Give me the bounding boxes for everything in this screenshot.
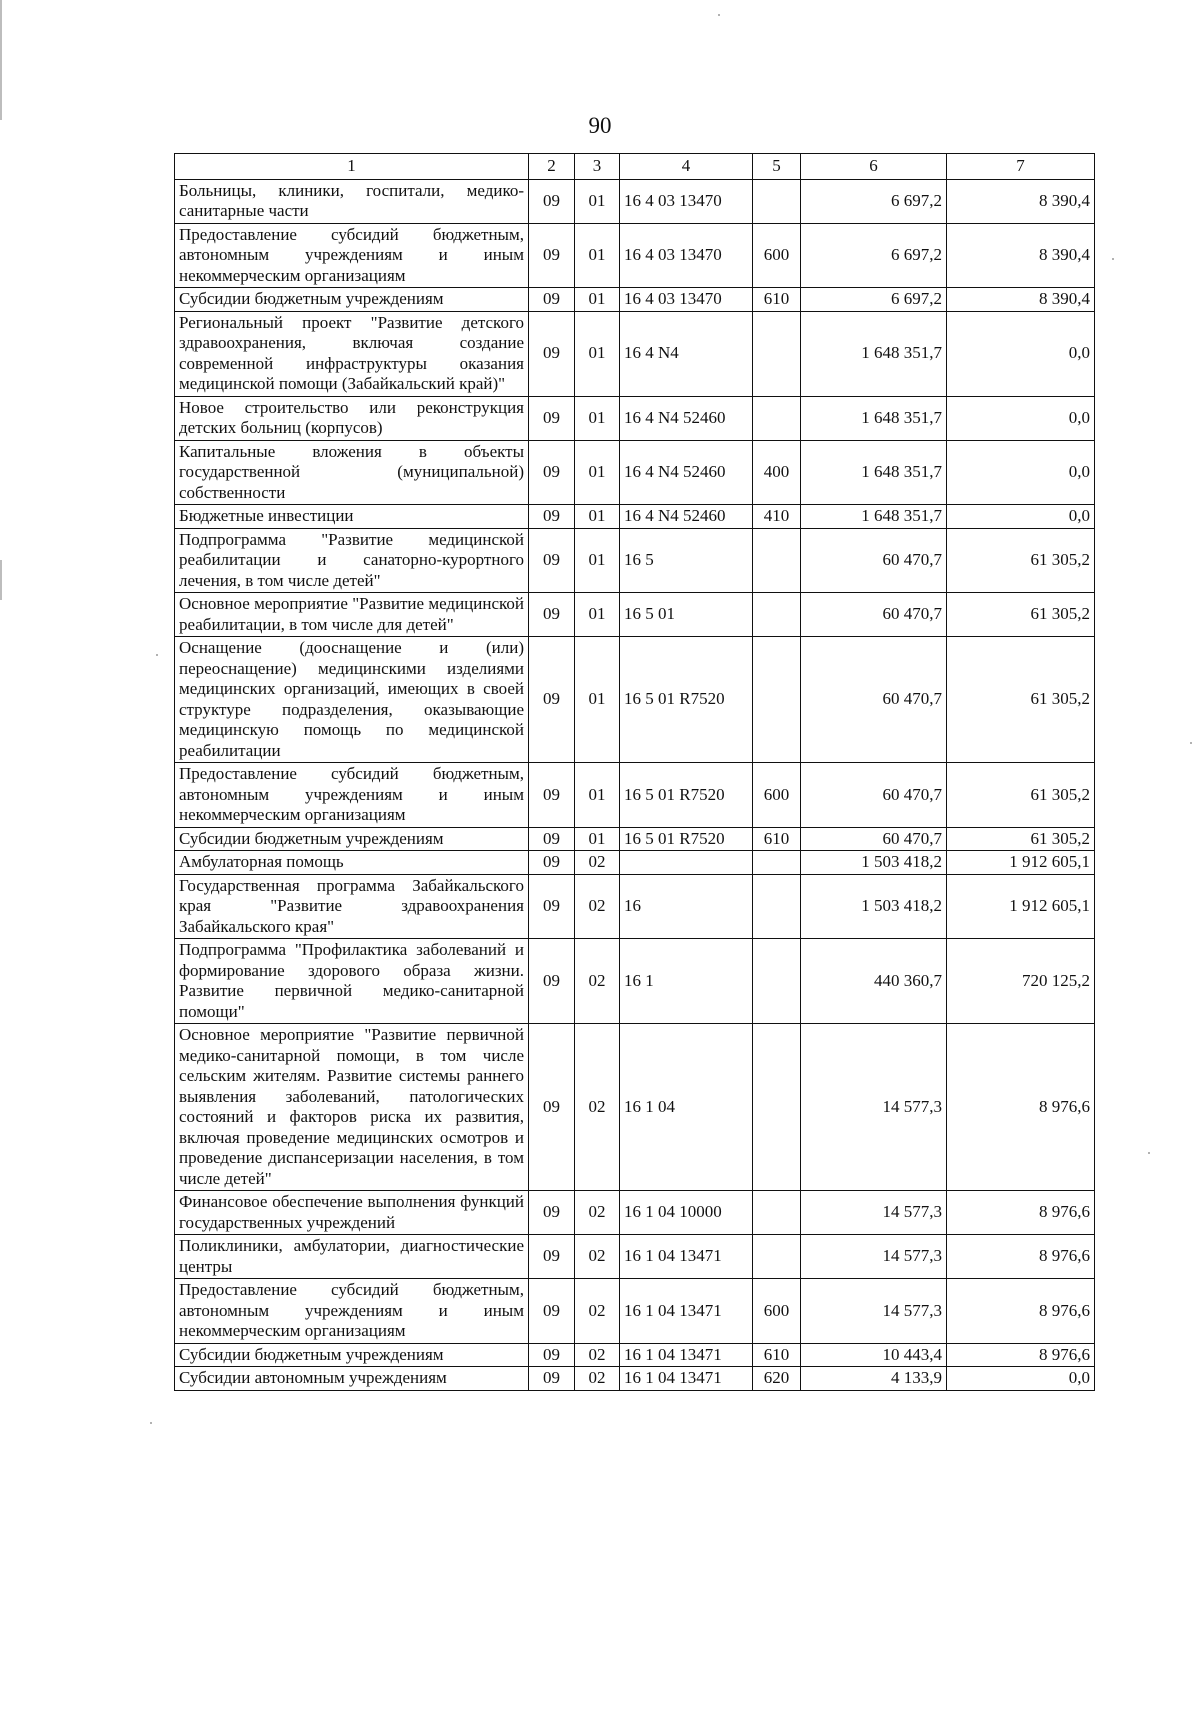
row-target-article-cell: 16 4 03 13470 xyxy=(620,288,753,312)
row-section-cell: 09 xyxy=(529,763,575,828)
row-subsection-cell: 02 xyxy=(575,1024,620,1191)
row-amount-col6-cell: 6 697,2 xyxy=(801,223,947,288)
row-section-cell: 09 xyxy=(529,1024,575,1191)
row-name-cell: Капитальные вложения в объекты государственной (муниципальной) собственности xyxy=(175,440,529,505)
table-row xyxy=(175,223,1095,288)
row-target-article-cell: 16 1 04 13471 xyxy=(620,1235,753,1279)
row-target-article-cell xyxy=(620,851,753,875)
row-target-article-cell: 16 5 01 R7520 xyxy=(620,637,753,763)
table-row xyxy=(175,637,1095,763)
row-section-cell: 09 xyxy=(529,396,575,440)
row-amount-col6-cell: 440 360,7 xyxy=(801,939,947,1024)
row-name-cell: Субсидии бюджетным учреждениям xyxy=(175,1343,529,1367)
row-target-article-cell: 16 1 04 13471 xyxy=(620,1279,753,1344)
column-header: 5 xyxy=(753,154,801,180)
row-section-cell: 09 xyxy=(529,939,575,1024)
row-name-cell: Предоставление субсидий бюджетным, автономным учреждениям и иным некоммерческим организациям xyxy=(175,763,529,828)
table-row xyxy=(175,763,1095,828)
row-subsection-cell: 02 xyxy=(575,1279,620,1344)
row-section-cell: 09 xyxy=(529,851,575,875)
row-target-article-cell: 16 4 03 13470 xyxy=(620,179,753,223)
row-expense-type-cell xyxy=(753,1235,801,1279)
row-name-cell: Предоставление субсидий бюджетным, автономным учреждениям и иным некоммерческим организациям xyxy=(175,223,529,288)
row-name-cell: Подпрограмма "Профилактика заболеваний и формирование здорового образа жизни. Развитие первичной медико-санитарной помощи" xyxy=(175,939,529,1024)
row-target-article-cell: 16 4 N4 52460 xyxy=(620,505,753,529)
table-row xyxy=(175,593,1095,637)
row-section-cell: 09 xyxy=(529,593,575,637)
row-expense-type-cell xyxy=(753,1024,801,1191)
row-name-cell: Государственная программа Забайкальского края "Развитие здравоохранения Забайкальского края" xyxy=(175,874,529,939)
column-header: 6 xyxy=(801,154,947,180)
row-expense-type-cell: 610 xyxy=(753,827,801,851)
row-expense-type-cell: 600 xyxy=(753,763,801,828)
page-number: 90 xyxy=(588,113,612,138)
row-subsection-cell: 01 xyxy=(575,593,620,637)
scan-speck xyxy=(718,14,720,16)
row-amount-col7-cell: 8 976,6 xyxy=(947,1191,1095,1235)
column-header: 7 xyxy=(947,154,1095,180)
table-row xyxy=(175,528,1095,593)
row-amount-col7-cell: 8 976,6 xyxy=(947,1343,1095,1367)
scan-speck xyxy=(1190,742,1192,744)
row-subsection-cell: 01 xyxy=(575,528,620,593)
row-section-cell: 09 xyxy=(529,827,575,851)
row-subsection-cell: 02 xyxy=(575,1343,620,1367)
row-name-cell: Финансовое обеспечение выполнения функций государственных учреждений xyxy=(175,1191,529,1235)
table-row xyxy=(175,1191,1095,1235)
row-section-cell: 09 xyxy=(529,1191,575,1235)
row-amount-col7-cell: 0,0 xyxy=(947,505,1095,529)
row-name-cell: Субсидии бюджетным учреждениям xyxy=(175,827,529,851)
table-row xyxy=(175,505,1095,529)
column-header: 3 xyxy=(575,154,620,180)
row-amount-col7-cell: 61 305,2 xyxy=(947,637,1095,763)
row-target-article-cell: 16 1 04 13471 xyxy=(620,1367,753,1391)
row-amount-col7-cell: 0,0 xyxy=(947,311,1095,396)
row-amount-col6-cell: 60 470,7 xyxy=(801,827,947,851)
row-section-cell: 09 xyxy=(529,637,575,763)
row-target-article-cell: 16 4 N4 52460 xyxy=(620,440,753,505)
row-expense-type-cell xyxy=(753,851,801,875)
row-target-article-cell: 16 1 04 10000 xyxy=(620,1191,753,1235)
row-section-cell: 09 xyxy=(529,440,575,505)
row-subsection-cell: 02 xyxy=(575,1367,620,1391)
table-row xyxy=(175,1235,1095,1279)
row-name-cell: Основное мероприятие "Развитие первичной медико-санитарной помощи, в том числе сельским жителям. Развитие системы раннего выявления заболеваний, патологических состояний и факторов риска их развития, включая проведение медицинских осмотров и проведение диспансеризации населения, в том числе детей" xyxy=(175,1024,529,1191)
row-target-article-cell: 16 4 N4 52460 xyxy=(620,396,753,440)
row-name-cell: Основное мероприятие "Развитие медицинской реабилитации, в том числе для детей" xyxy=(175,593,529,637)
table-row xyxy=(175,396,1095,440)
row-name-cell: Региональный проект "Развитие детского здравоохранения, включая создание современной инфраструктуры оказания медицинской помощи (Забайкальский край)" xyxy=(175,311,529,396)
row-amount-col6-cell: 60 470,7 xyxy=(801,593,947,637)
row-amount-col6-cell: 1 503 418,2 xyxy=(801,851,947,875)
row-name-cell: Субсидии бюджетным учреждениям xyxy=(175,288,529,312)
row-amount-col7-cell: 8 976,6 xyxy=(947,1279,1095,1344)
row-amount-col6-cell: 60 470,7 xyxy=(801,763,947,828)
row-section-cell: 09 xyxy=(529,528,575,593)
row-subsection-cell: 02 xyxy=(575,874,620,939)
row-target-article-cell: 16 1 04 13471 xyxy=(620,1343,753,1367)
row-amount-col6-cell: 14 577,3 xyxy=(801,1024,947,1191)
row-amount-col6-cell: 1 648 351,7 xyxy=(801,440,947,505)
row-subsection-cell: 01 xyxy=(575,763,620,828)
row-section-cell: 09 xyxy=(529,1343,575,1367)
row-section-cell: 09 xyxy=(529,311,575,396)
scan-speck xyxy=(1112,258,1114,260)
scan-speck xyxy=(156,654,158,656)
table-row xyxy=(175,1343,1095,1367)
row-expense-type-cell: 410 xyxy=(753,505,801,529)
row-amount-col6-cell: 1 648 351,7 xyxy=(801,396,947,440)
row-expense-type-cell xyxy=(753,396,801,440)
row-expense-type-cell: 600 xyxy=(753,1279,801,1344)
row-section-cell: 09 xyxy=(529,223,575,288)
row-name-cell: Амбулаторная помощь xyxy=(175,851,529,875)
row-section-cell: 09 xyxy=(529,505,575,529)
row-target-article-cell: 16 1 xyxy=(620,939,753,1024)
row-target-article-cell: 16 4 03 13470 xyxy=(620,223,753,288)
row-amount-col7-cell: 1 912 605,1 xyxy=(947,874,1095,939)
row-amount-col7-cell: 61 305,2 xyxy=(947,827,1095,851)
row-target-article-cell: 16 5 01 R7520 xyxy=(620,763,753,828)
row-subsection-cell: 01 xyxy=(575,179,620,223)
table-row xyxy=(175,179,1095,223)
row-target-article-cell: 16 5 01 R7520 xyxy=(620,827,753,851)
row-target-article-cell: 16 1 04 xyxy=(620,1024,753,1191)
row-target-article-cell: 16 4 N4 xyxy=(620,311,753,396)
row-target-article-cell: 16 xyxy=(620,874,753,939)
row-amount-col6-cell: 1 503 418,2 xyxy=(801,874,947,939)
row-expense-type-cell xyxy=(753,593,801,637)
row-subsection-cell: 01 xyxy=(575,288,620,312)
row-name-cell: Подпрограмма "Развитие медицинской реабилитации и санаторно-курортного лечения, в том числе детей" xyxy=(175,528,529,593)
table-row xyxy=(175,827,1095,851)
row-amount-col6-cell: 6 697,2 xyxy=(801,288,947,312)
table-row xyxy=(175,1024,1095,1191)
row-name-cell: Предоставление субсидий бюджетным, автономным учреждениям и иным некоммерческим организациям xyxy=(175,1279,529,1344)
row-section-cell: 09 xyxy=(529,288,575,312)
row-expense-type-cell xyxy=(753,311,801,396)
scan-speck xyxy=(1148,1152,1150,1154)
row-subsection-cell: 01 xyxy=(575,440,620,505)
row-section-cell: 09 xyxy=(529,874,575,939)
row-section-cell: 09 xyxy=(529,179,575,223)
row-expense-type-cell xyxy=(753,1191,801,1235)
row-expense-type-cell xyxy=(753,179,801,223)
row-amount-col7-cell: 8 390,4 xyxy=(947,288,1095,312)
row-name-cell: Новое строительство или реконструкция детских больниц (корпусов) xyxy=(175,396,529,440)
row-subsection-cell: 01 xyxy=(575,311,620,396)
row-amount-col6-cell: 6 697,2 xyxy=(801,179,947,223)
row-subsection-cell: 01 xyxy=(575,827,620,851)
row-subsection-cell: 01 xyxy=(575,637,620,763)
row-amount-col6-cell: 4 133,9 xyxy=(801,1367,947,1391)
column-header: 2 xyxy=(529,154,575,180)
row-name-cell: Оснащение (дооснащение и (или) переоснащение) медицинскими изделиями медицинских организаций, имеющих в своей структуре подразделения, оказывающие медицинскую помощь по медицинской реабилитации xyxy=(175,637,529,763)
table-row xyxy=(175,288,1095,312)
row-amount-col7-cell: 8 390,4 xyxy=(947,223,1095,288)
row-name-cell: Субсидии автономным учреждениям xyxy=(175,1367,529,1391)
row-expense-type-cell xyxy=(753,637,801,763)
scan-speck xyxy=(150,1422,152,1424)
row-amount-col6-cell: 10 443,4 xyxy=(801,1343,947,1367)
row-amount-col6-cell: 60 470,7 xyxy=(801,528,947,593)
row-expense-type-cell: 610 xyxy=(753,288,801,312)
table-row xyxy=(175,939,1095,1024)
row-subsection-cell: 02 xyxy=(575,1191,620,1235)
row-amount-col7-cell: 8 976,6 xyxy=(947,1235,1095,1279)
column-header: 1 xyxy=(175,154,529,180)
row-target-article-cell: 16 5 xyxy=(620,528,753,593)
row-amount-col6-cell: 1 648 351,7 xyxy=(801,311,947,396)
row-expense-type-cell xyxy=(753,874,801,939)
row-amount-col7-cell: 0,0 xyxy=(947,396,1095,440)
row-amount-col7-cell: 8 976,6 xyxy=(947,1024,1095,1191)
row-amount-col7-cell: 61 305,2 xyxy=(947,593,1095,637)
row-subsection-cell: 01 xyxy=(575,223,620,288)
row-amount-col6-cell: 14 577,3 xyxy=(801,1279,947,1344)
table-row xyxy=(175,440,1095,505)
row-amount-col6-cell: 1 648 351,7 xyxy=(801,505,947,529)
row-amount-col7-cell: 1 912 605,1 xyxy=(947,851,1095,875)
row-subsection-cell: 01 xyxy=(575,396,620,440)
row-subsection-cell: 02 xyxy=(575,1235,620,1279)
row-amount-col7-cell: 0,0 xyxy=(947,1367,1095,1391)
table-row xyxy=(175,874,1095,939)
row-name-cell: Больницы, клиники, госпитали, медико-санитарные части xyxy=(175,179,529,223)
row-section-cell: 09 xyxy=(529,1235,575,1279)
row-amount-col7-cell: 8 390,4 xyxy=(947,179,1095,223)
row-amount-col6-cell: 14 577,3 xyxy=(801,1191,947,1235)
budget-table xyxy=(174,153,1095,1391)
row-subsection-cell: 02 xyxy=(575,851,620,875)
table-row xyxy=(175,851,1095,875)
row-target-article-cell: 16 5 01 xyxy=(620,593,753,637)
table-row xyxy=(175,311,1095,396)
row-name-cell: Бюджетные инвестиции xyxy=(175,505,529,529)
row-amount-col6-cell: 60 470,7 xyxy=(801,637,947,763)
table-row xyxy=(175,1367,1095,1391)
row-expense-type-cell xyxy=(753,939,801,1024)
scan-edge-artifact xyxy=(0,0,2,120)
row-subsection-cell: 01 xyxy=(575,505,620,529)
table-row xyxy=(175,1279,1095,1344)
row-expense-type-cell: 610 xyxy=(753,1343,801,1367)
row-amount-col7-cell: 61 305,2 xyxy=(947,528,1095,593)
row-expense-type-cell xyxy=(753,528,801,593)
row-expense-type-cell: 620 xyxy=(753,1367,801,1391)
row-amount-col7-cell: 720 125,2 xyxy=(947,939,1095,1024)
scan-edge-artifact xyxy=(0,560,2,600)
row-subsection-cell: 02 xyxy=(575,939,620,1024)
row-section-cell: 09 xyxy=(529,1279,575,1344)
row-expense-type-cell: 400 xyxy=(753,440,801,505)
column-header: 4 xyxy=(620,154,753,180)
row-amount-col6-cell: 14 577,3 xyxy=(801,1235,947,1279)
row-section-cell: 09 xyxy=(529,1367,575,1391)
table-header-row xyxy=(175,154,1095,180)
row-name-cell: Поликлиники, амбулатории, диагностические центры xyxy=(175,1235,529,1279)
row-amount-col7-cell: 0,0 xyxy=(947,440,1095,505)
row-expense-type-cell: 600 xyxy=(753,223,801,288)
row-amount-col7-cell: 61 305,2 xyxy=(947,763,1095,828)
table-body xyxy=(175,179,1095,1390)
